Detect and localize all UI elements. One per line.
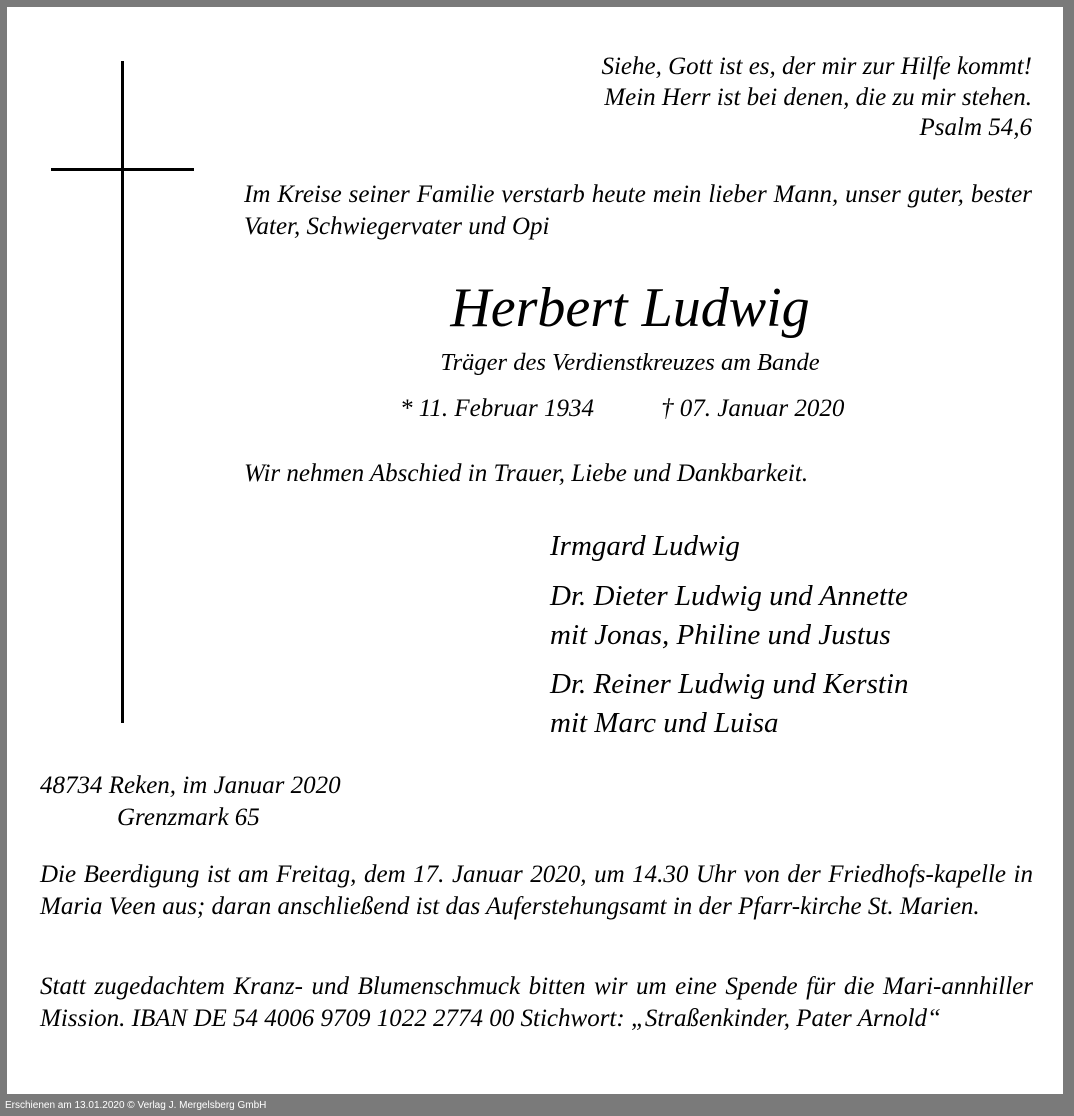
farewell-text: Wir nehmen Abschied in Trauer, Liebe und Dankbarkeit. — [244, 460, 809, 487]
publication-footer: Erschienen am 13.01.2020 © Verlag J. Mergelsberg GmbH — [5, 1100, 267, 1111]
psalm-quote — [601, 52, 1032, 144]
mourner-line: Dr. Dieter Ludwig und Annette — [550, 580, 908, 612]
cross-vertical-bar — [121, 61, 124, 723]
mourner-group-3 — [550, 665, 909, 742]
intro-text: Im Kreise seiner Familie verstarb heute mein lieber Mann, unser guter, bester Vater, Schwiegervater und Opi — [244, 181, 1032, 240]
address-block — [40, 770, 341, 834]
mourner-line: Irmgard Ludwig — [550, 530, 740, 562]
mourner-group-2 — [550, 577, 908, 654]
birth-date: * 11. Februar 1934 — [400, 395, 594, 422]
mourner-line: Dr. Reiner Ludwig und Kerstin — [550, 668, 909, 700]
address-line-1: 48734 Reken, im Januar 2020 — [40, 772, 341, 799]
psalm-reference: Psalm 54,6 — [919, 114, 1032, 141]
obituary-notice — [7, 7, 1063, 1094]
address-line-2: Grenzmark 65 — [117, 804, 260, 831]
deceased-honor: Träger des Verdienstkreuzes am Bande — [440, 349, 820, 376]
mourner-line: mit Jonas, Philine und Justus — [550, 618, 891, 651]
mourner-line: mit Marc und Luisa — [550, 706, 779, 739]
mourner-group-1 — [550, 527, 740, 566]
funeral-info: Die Beerdigung ist am Freitag, dem 17. Januar 2020, um 14.30 Uhr von der Friedhofs-kapelle in Maria Veen aus; daran anschließend ist das Auferstehungsamt in der Pfarr-kirche St. Marien. — [40, 861, 1033, 920]
donation-info: Statt zugedachtem Kranz- und Blumenschmuck bitten wir um eine Spende für die Mari-annhiller Mission. IBAN DE 54 4006 9709 1022 2774 00 Stichwort: „Straßenkinder, Pater Arnold“ — [40, 973, 1033, 1032]
cross-horizontal-bar — [51, 168, 194, 171]
death-date: † 07. Januar 2020 — [661, 395, 845, 422]
deceased-name: Herbert Ludwig — [450, 277, 810, 339]
psalm-line-1: Siehe, Gott ist es, der mir zur Hilfe kommt! — [601, 53, 1032, 80]
psalm-line-2: Mein Herr ist bei denen, die zu mir stehen. — [604, 83, 1032, 111]
